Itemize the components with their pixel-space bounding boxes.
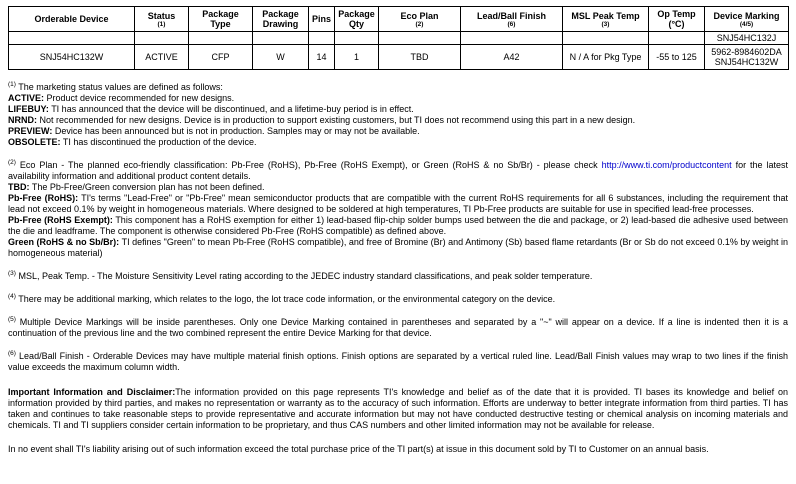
packaging-options-table [8, 6, 789, 70]
footnote-1 [8, 82, 788, 148]
term-label: ACTIVE: [8, 93, 44, 103]
col-header-lead-ball-finish [461, 7, 563, 32]
col-header-pins [309, 7, 335, 32]
footnote-6 [8, 351, 788, 373]
col-header-package-qty [335, 7, 379, 32]
cell-empty [379, 32, 461, 45]
table-row [9, 45, 789, 70]
col-header-footnote-ref: (1) [157, 20, 166, 28]
cell-package-drawing: W [253, 45, 309, 70]
term-label: OBSOLETE: [8, 137, 61, 147]
term-label: TBD: [8, 182, 30, 192]
footnote-1-term-obsolete [8, 137, 788, 148]
device-marking-line: SNJ54HC132W [714, 57, 779, 67]
col-header-label: Orderable Device [34, 14, 109, 24]
term-definition: Device has been announced but is not in production. Samples may or may not be available. [54, 126, 420, 136]
term-label: LIFEBUY: [8, 104, 49, 114]
table-header-row [9, 7, 789, 32]
footnote-text: for the latest availability information and additional product content details. [8, 160, 788, 181]
footnote-3 [8, 271, 788, 282]
footnote-marker: (5) [8, 316, 16, 323]
col-header-status [135, 7, 189, 32]
footnote-2-term-pbfree-rohs [8, 193, 788, 215]
col-header-label: Status [147, 10, 176, 21]
footnote-text: There may be additional marking, which relates to the logo, the lot trace code information, or the environmental category on the device. [18, 294, 556, 304]
col-header-label: Pins [311, 14, 331, 24]
cell-status: ACTIVE [135, 45, 189, 70]
col-header-label: Op Temp (°C) [657, 9, 696, 29]
footnote-text: Multiple Device Markings will be inside parentheses. Only one Device Marking contained in parentheses and separated by a "~" will appear on a device. If a line is indented then it is a continuation of the previous line and the two combined represent the entire Device Marking for that device. [8, 317, 788, 338]
footnote-1-term-active [8, 93, 788, 104]
col-header-label: Lead/Ball Finish [476, 10, 546, 21]
cell-empty [335, 32, 379, 45]
footnote-4 [8, 294, 788, 305]
footnote-marker: (6) [8, 350, 16, 357]
cell-empty [649, 32, 705, 45]
footnote-text: MSL, Peak Temp. - The Moisture Sensitivity Level rating according to the JEDEC industry standard classifications, and peak solder temperature. [18, 271, 593, 281]
disclaimer-paragraph [8, 387, 788, 431]
disclaimer-title: Important Information and Disclaimer: [8, 387, 176, 397]
term-definition: The Pb-Free/Green conversion plan has not been defined. [31, 182, 265, 192]
col-header-package-type [189, 7, 253, 32]
liability-paragraph: In no event shall TI's liability arising out of such information exceed the total purchase price of the TI part(s) at issue in this document sold by TI to Customer on an annual basis. [8, 444, 709, 454]
cell-empty [461, 32, 563, 45]
col-header-label: MSL Peak Temp [571, 10, 640, 21]
term-definition: TI has announced that the device will be discontinued, and a lifetime-buy period is in effect. [51, 104, 414, 114]
term-definition: TI has discontinued the production of the device. [62, 137, 257, 147]
footnote-text: Eco Plan - The planned eco-friendly classification: Pb-Free (RoHS), Pb-Free (RoHS Exempt), or Green (RoHS & no Sb/Br) - please check [19, 160, 602, 170]
col-header-package-drawing [253, 7, 309, 32]
col-header-device-marking [705, 7, 789, 32]
cell-empty [135, 32, 189, 45]
cell-device-marking [705, 45, 789, 70]
col-header-msl-peak-temp [563, 7, 649, 32]
term-label: Pb-Free (RoHS Exempt): [8, 215, 113, 225]
col-header-footnote-ref: (6) [507, 20, 516, 28]
cell-orderable-device: SNJ54HC132W [9, 45, 135, 70]
cell-lead-ball-finish: A42 [461, 45, 563, 70]
term-label: NRND: [8, 115, 37, 125]
col-header-label: Package Type [202, 9, 239, 29]
cell-empty [309, 32, 335, 45]
footnote-1-term-preview [8, 126, 788, 137]
cell-pins: 14 [309, 45, 335, 70]
col-header-orderable-device [9, 7, 135, 32]
col-header-footnote-ref: (4/5) [739, 20, 754, 28]
footnote-1-term-nrnd [8, 115, 788, 126]
cell-empty [563, 32, 649, 45]
term-definition: This component has a RoHS exemption for either 1) lead-based flip-chip solder bumps used between the die and package, or 2) lead-based die adhesive used between the die and leadframe. The component is otherwise considered Pb-Free (RoHS compatible) as defined above. [8, 215, 788, 236]
cell-package-qty: 1 [335, 45, 379, 70]
cell-device-marking: SNJ54HC132J [705, 32, 789, 45]
col-header-label: Device Marking [713, 10, 780, 21]
footnote-marker: (1) [8, 81, 16, 88]
footnote-marker: (4) [8, 293, 16, 300]
cell-eco-plan: TBD [379, 45, 461, 70]
footnote-marker: (2) [8, 159, 16, 166]
cell-package-type: CFP [189, 45, 253, 70]
table-row-carryover [9, 32, 789, 45]
cell-empty [9, 32, 135, 45]
productcontent-link[interactable]: http://www.ti.com/productcontent [601, 160, 732, 170]
term-definition: Not recommended for new designs. Device is in production to support existing customers, but TI does not recommend using this part in a new design. [39, 115, 636, 125]
term-definition: TI's terms "Lead-Free" or "Pb-Free" mean semiconductor products that are compatible with the current RoHS requirements for all 6 substances, including the requirement that lead not exceed 0.1% by weight in homogeneous materials. Where designed to be soldered at high temperatures, TI Pb-Free products are suitable for use in specified lead-free processes. [8, 193, 788, 214]
footnote-marker: (3) [8, 270, 16, 277]
cell-empty [253, 32, 309, 45]
footnote-2-term-green [8, 237, 788, 259]
footnote-2 [8, 160, 788, 259]
term-definition: TI defines "Green" to mean Pb-Free (RoHS compatible), and free of Bromine (Br) and Antimony (Sb) based flame retardants (Br or Sb do not exceed 0.1% by weight in homogeneous material) [8, 237, 788, 258]
device-marking-line: 5962-8984602DA [711, 47, 782, 57]
footnote-text: Lead/Ball Finish - Orderable Devices may have multiple material finish options. Finish options are separated by a vertical ruled line. Lead/Ball Finish values may wrap to two lines if the finish value exceeds the maximum column width. [8, 351, 788, 372]
footnote-2-term-tbd [8, 182, 788, 193]
term-label: PREVIEW: [8, 126, 53, 136]
term-definition: Product device recommended for new designs. [46, 93, 235, 103]
col-header-label: Eco Plan [400, 10, 439, 21]
footnote-1-term-lifebuy [8, 104, 788, 115]
col-header-eco-plan [379, 7, 461, 32]
cell-op-temp: -55 to 125 [649, 45, 705, 70]
col-header-op-temp [649, 7, 705, 32]
col-header-footnote-ref: (3) [601, 20, 610, 28]
cell-msl-peak-temp: N / A for Pkg Type [563, 45, 649, 70]
col-header-label: Package Drawing [262, 9, 299, 29]
col-header-footnote-ref: (2) [415, 20, 424, 28]
term-label: Pb-Free (RoHS): [8, 193, 79, 203]
footnote-5 [8, 317, 788, 339]
footnote-2-intro [8, 160, 788, 182]
footnote-text: The marketing status values are defined as follows: [18, 82, 223, 92]
footnote-2-term-pbfree-exempt [8, 215, 788, 237]
col-header-label: Package Qty [338, 9, 375, 29]
term-label: Green (RoHS & no Sb/Br): [8, 237, 120, 247]
disclaimer-text: The information provided on this page represents TI's knowledge and belief as of the date that it is provided. TI bases its knowledge and belief on information provided by third parties, and makes no representation or warranty as to the accuracy of such information. Efforts are underway to better integrate information from third parties. TI has taken and continues to take reasonable steps to provide representative and accurate information but may not have conducted destructive testing or chemical analysis on incoming materials and chemicals. TI and TI suppliers consider certain information to be proprietary, and thus CAS numbers and other limited information may not be available for release. [8, 387, 788, 430]
cell-empty [189, 32, 253, 45]
footnote-1-intro [8, 82, 788, 93]
